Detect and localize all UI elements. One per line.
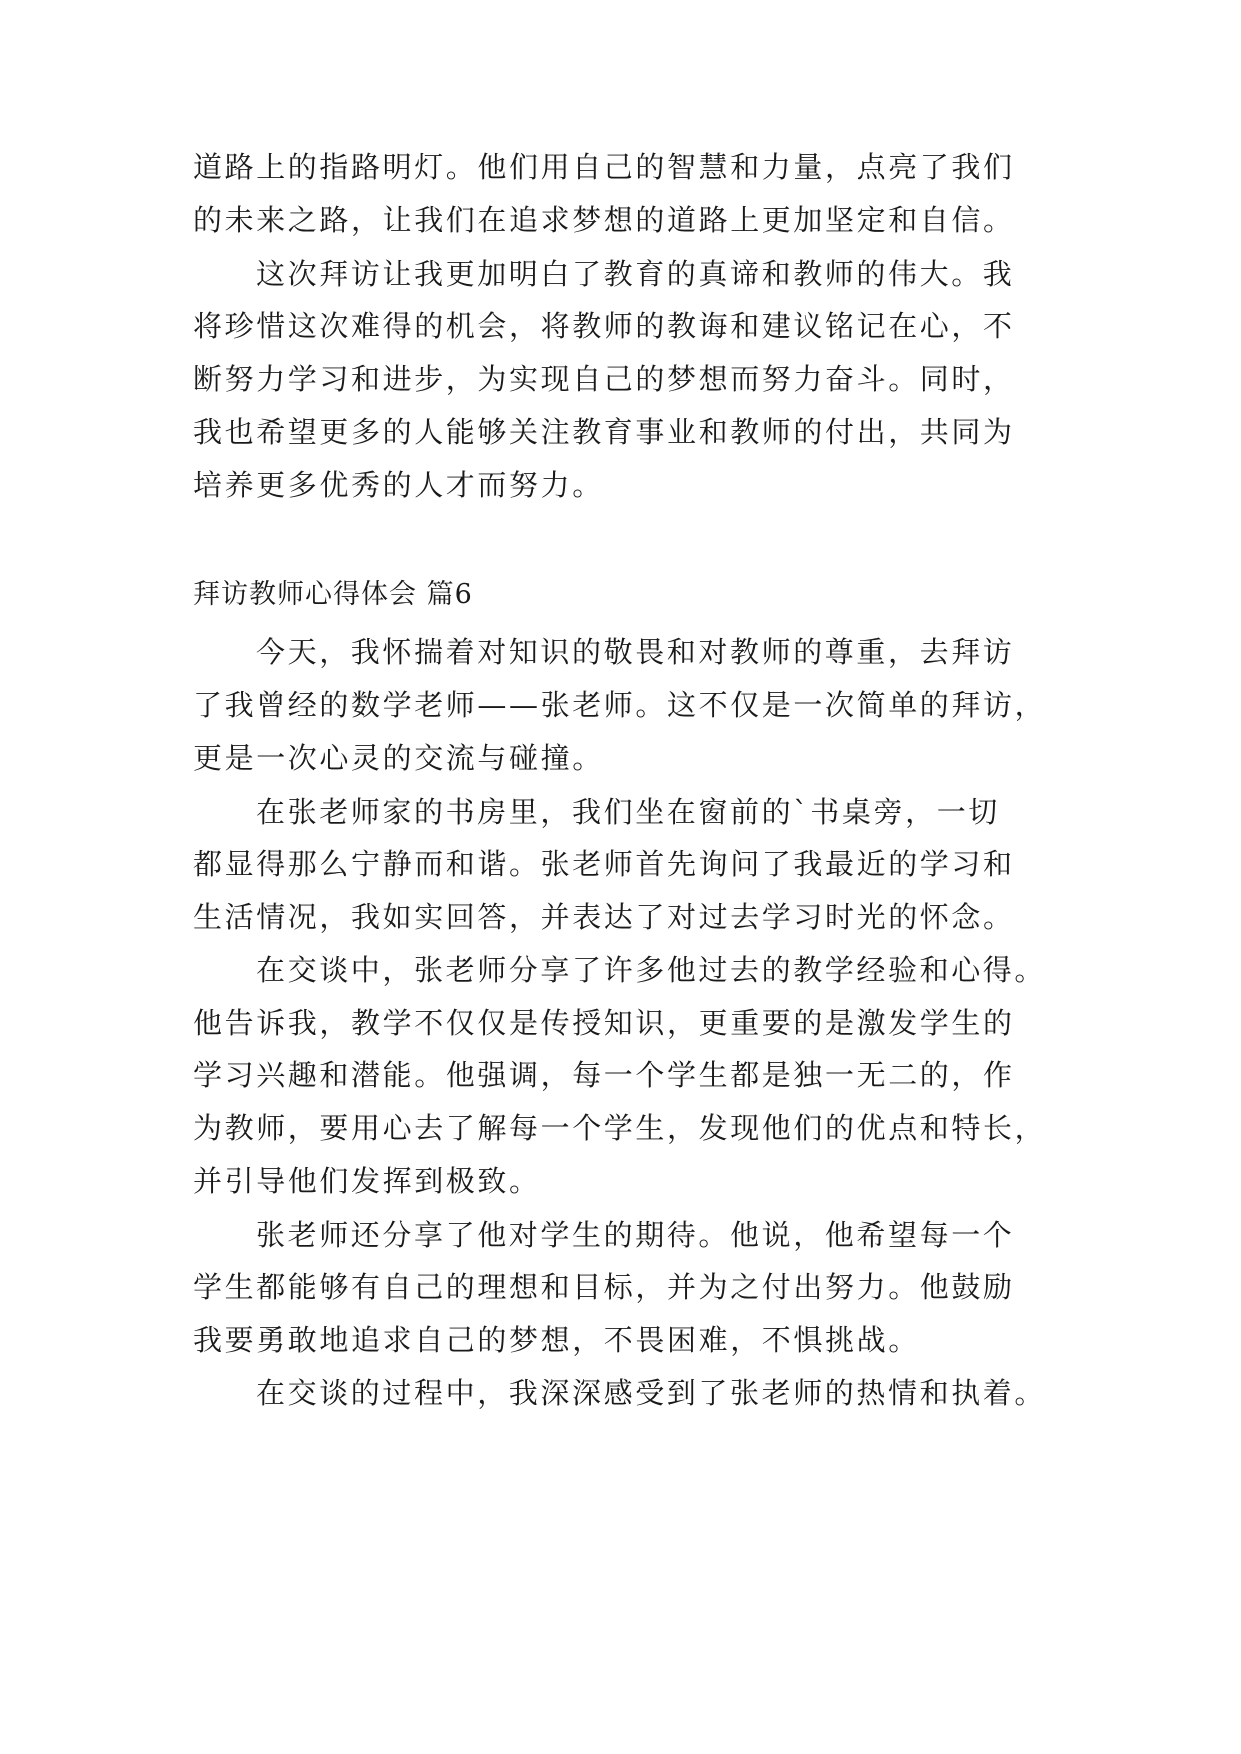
text-line: 更是一次心灵的交流与碰撞。	[193, 741, 604, 775]
text-line: 将珍惜这次难得的机会，将教师的教诲和建议铭记在心，不	[193, 309, 1015, 343]
text-line: 今天，我怀揣着对知识的敬畏和对教师的尊重，去拜访	[256, 635, 1015, 669]
text-line: 培养更多优秀的人才而努力。	[193, 468, 604, 502]
text-line: 在交谈中，张老师分享了许多他过去的教学经验和心得。	[256, 953, 1047, 987]
text-line: 他告诉我，教学不仅仅是传授知识，更重要的是激发学生的	[193, 1006, 1015, 1040]
text-line: 我也希望更多的人能够关注教育事业和教师的付出，共同为	[193, 415, 1015, 449]
text-line: 为教师，要用心去了解每一个学生，发现他们的优点和特长，	[193, 1111, 1047, 1145]
text-line: 这次拜访让我更加明白了教育的真谛和教师的伟大。我	[256, 257, 1015, 291]
text-line: 我要勇敢地追求自己的梦想，不畏困难，不惧挑战。	[193, 1323, 920, 1357]
text-line: 张老师还分享了他对学生的期待。他说，他希望每一个	[256, 1218, 1015, 1252]
text-line: 都显得那么宁静而和谐。张老师首先询问了我最近的学习和	[193, 847, 1015, 881]
text-line: 学习兴趣和潜能。他强调，每一个学生都是独一无二的，作	[193, 1058, 1015, 1092]
text-line: 学生都能够有自己的理想和目标，并为之付出努力。他鼓励	[193, 1270, 1015, 1304]
text-line: 了我曾经的数学老师——张老师。这不仅是一次简单的拜访，	[193, 688, 1047, 722]
text-line: 在交谈的过程中，我深深感受到了张老师的热情和执着。	[256, 1376, 1047, 1410]
text-line: 道路上的指路明灯。他们用自己的智慧和力量，点亮了我们	[193, 150, 1015, 184]
text-line: 断努力学习和进步，为实现自己的梦想而努力奋斗。同时，	[193, 362, 1015, 396]
text-line: 在张老师家的书房里，我们坐在窗前的`书桌旁，一切	[256, 795, 1000, 829]
section-heading: 拜访教师心得体会 篇6	[193, 579, 473, 610]
text-line: 的未来之路，让我们在追求梦想的道路上更加坚定和自信。	[193, 203, 1015, 237]
text-line: 生活情况，我如实回答，并表达了对过去学习时光的怀念。	[193, 900, 1015, 934]
text-line: 并引导他们发挥到极致。	[193, 1164, 541, 1198]
